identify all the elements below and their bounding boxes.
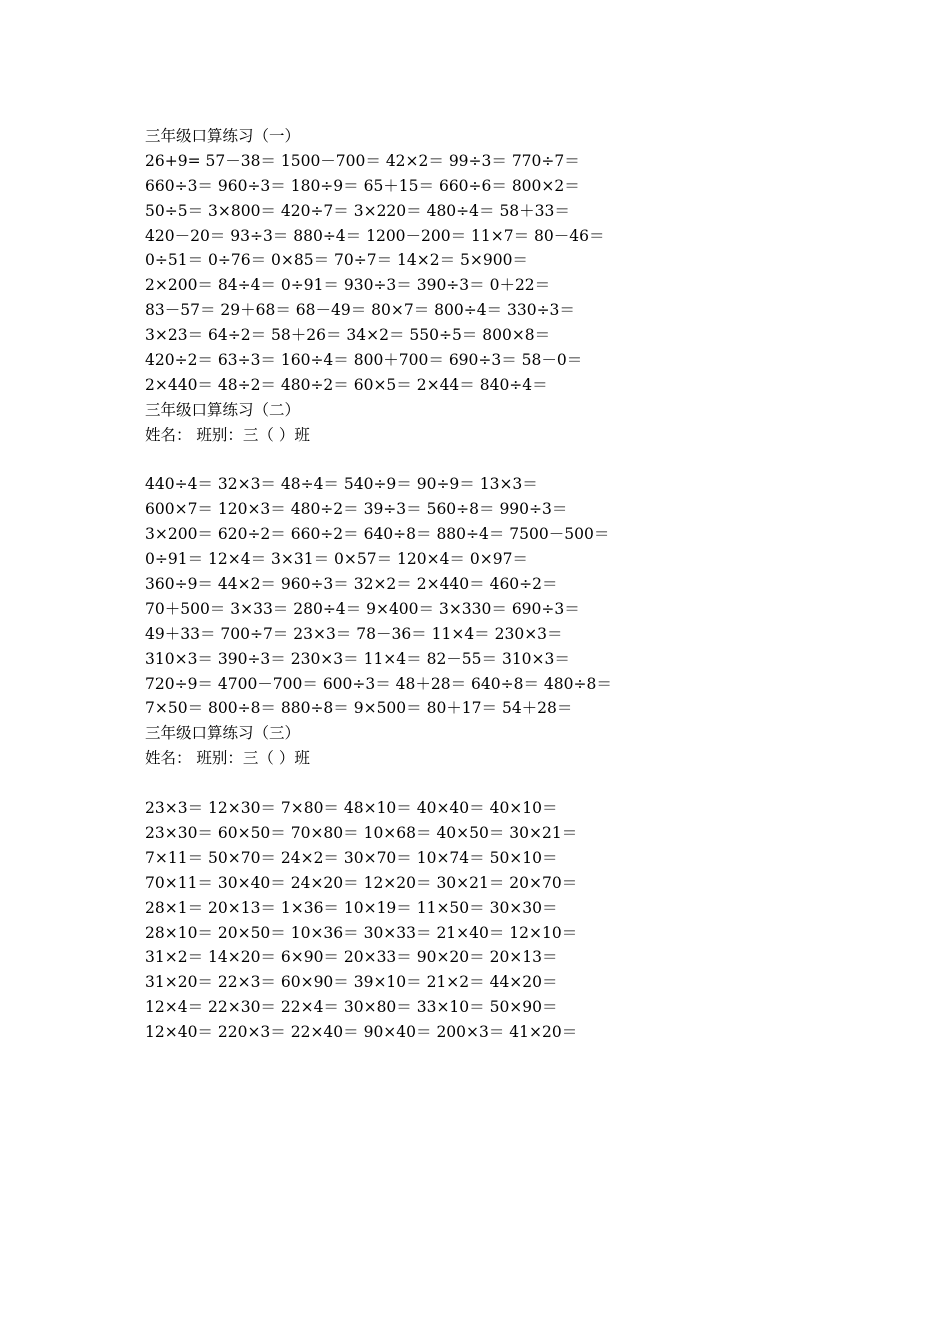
section-title: 三年级口算练习（三） <box>145 724 301 743</box>
problem-line: 440÷4＝ 32×3＝ 48÷4＝ 540÷9＝ 90÷9＝ 13×3＝ <box>145 475 538 494</box>
problem-line: 12×40＝ 220×3＝ 22×40＝ 90×40＝ 200×3＝ 41×20＝ <box>145 1023 578 1042</box>
student-info-line: 姓名： 班别：三（ ）班 <box>145 425 310 444</box>
problem-line: 2×200＝ 84÷4＝ 0÷91＝ 930÷3＝ 390÷3＝ 0＋22＝ <box>145 276 551 295</box>
section-title: 三年级口算练习（二） <box>145 400 301 419</box>
problem-line: 70＋500＝ 3×33＝ 280÷4＝ 9×400＝ 3×330＝ 690÷3＝ <box>145 599 580 618</box>
problem-line: 2×440＝ 48÷2＝ 480÷2＝ 60×5＝ 2×44＝ 840÷4＝ <box>145 375 548 394</box>
problem-line: 420÷2＝ 63÷3＝ 160÷4＝ 800＋700＝ 690÷3＝ 58－0＝ <box>145 351 583 370</box>
exercise-section-3 <box>145 721 845 1045</box>
problem-line: 7×11＝ 50×70＝ 24×2＝ 30×70＝ 10×74＝ 50×10＝ <box>145 848 558 867</box>
student-info-line: 姓名： 班别：三（ ）班 <box>145 749 310 768</box>
blank-line <box>145 771 845 796</box>
problem-line: 49＋33＝ 700÷7＝ 23×3＝ 78－36＝ 11×4＝ 230×3＝ <box>145 624 563 643</box>
exercise-section-1 <box>145 124 845 398</box>
problem-line: 28×1＝ 20×13＝ 1×36＝ 10×19＝ 11×50＝ 30×30＝ <box>145 898 558 917</box>
section-title: 三年级口算练习（一） <box>145 127 301 145</box>
problem-line: 83－57＝ 29＋68＝ 68－49＝ 80×7＝ 800÷4＝ 330÷3＝ <box>145 301 575 320</box>
problem-line: 0÷91＝ 12×4＝ 3×31＝ 0×57＝ 120×4＝ 0×97＝ <box>145 550 528 569</box>
problem-line: 310×3＝ 390÷3＝ 230×3＝ 11×4＝ 82－55＝ 310×3＝ <box>145 649 570 668</box>
problem-line: 3×23＝ 64÷2＝ 58＋26＝ 34×2＝ 550÷5＝ 800×8＝ <box>145 326 551 345</box>
problem-line: 12×4＝ 22×30＝ 22×4＝ 30×80＝ 33×10＝ 50×90＝ <box>145 998 558 1017</box>
problem-line: 31×2＝ 14×20＝ 6×90＝ 20×33＝ 90×20＝ 20×13＝ <box>145 948 558 967</box>
problem-line: 0÷51＝ 0÷76＝ 0×85＝ 70÷7＝ 14×2＝ 5×900＝ <box>145 251 528 270</box>
document-page <box>145 124 845 1045</box>
problem-line: 720÷9＝ 4700－700＝ 600÷3＝ 48＋28＝ 640÷8＝ 480÷8＝ <box>145 674 612 693</box>
problem-line: 360÷9＝ 44×2＝ 960÷3＝ 32×2＝ 2×440＝ 460÷2＝ <box>145 575 558 594</box>
problem-line: 7×50＝ 800÷8＝ 880÷8＝ 9×500＝ 80＋17＝ 54＋28＝ <box>145 699 573 718</box>
problem-line: 23×30＝ 60×50＝ 70×80＝ 10×68＝ 40×50＝ 30×21＝ <box>145 823 578 842</box>
problem-line: 3×200＝ 620÷2＝ 660÷2＝ 640÷8＝ 880÷4＝ 7500－500＝ <box>145 525 610 544</box>
problem-line: 28×10＝ 20×50＝ 10×36＝ 30×33＝ 21×40＝ 12×10＝ <box>145 923 578 942</box>
exercise-section-2 <box>145 398 845 722</box>
blank-line <box>145 448 845 473</box>
problem-line: 600×7＝ 120×3＝ 480÷2＝ 39÷3＝ 560÷8＝ 990÷3＝ <box>145 500 568 519</box>
problem-line: 70×11＝ 30×40＝ 24×20＝ 12×20＝ 30×21＝ 20×70＝ <box>145 873 578 892</box>
problem-line: 23×3＝ 12×30＝ 7×80＝ 48×10＝ 40×40＝ 40×10＝ <box>145 799 558 818</box>
problem-line: 660÷3＝ 960÷3＝ 180÷9＝ 65＋15＝ 660÷6＝ 800×2＝ <box>145 176 580 195</box>
problem-line: 31×20＝ 22×3＝ 60×90＝ 39×10＝ 21×2＝ 44×20＝ <box>145 973 558 992</box>
problem-line: 26+9= 57－38＝ 1500－700＝ 42×2＝ 99÷3＝ 770÷7＝ <box>145 151 580 170</box>
problem-line: 420－20＝ 93÷3＝ 880÷4＝ 1200－200＝ 11×7＝ 80－46＝ <box>145 226 605 245</box>
problem-line: 50÷5＝ 3×800＝ 420÷7＝ 3×220＝ 480÷4＝ 58＋33＝ <box>145 201 570 220</box>
